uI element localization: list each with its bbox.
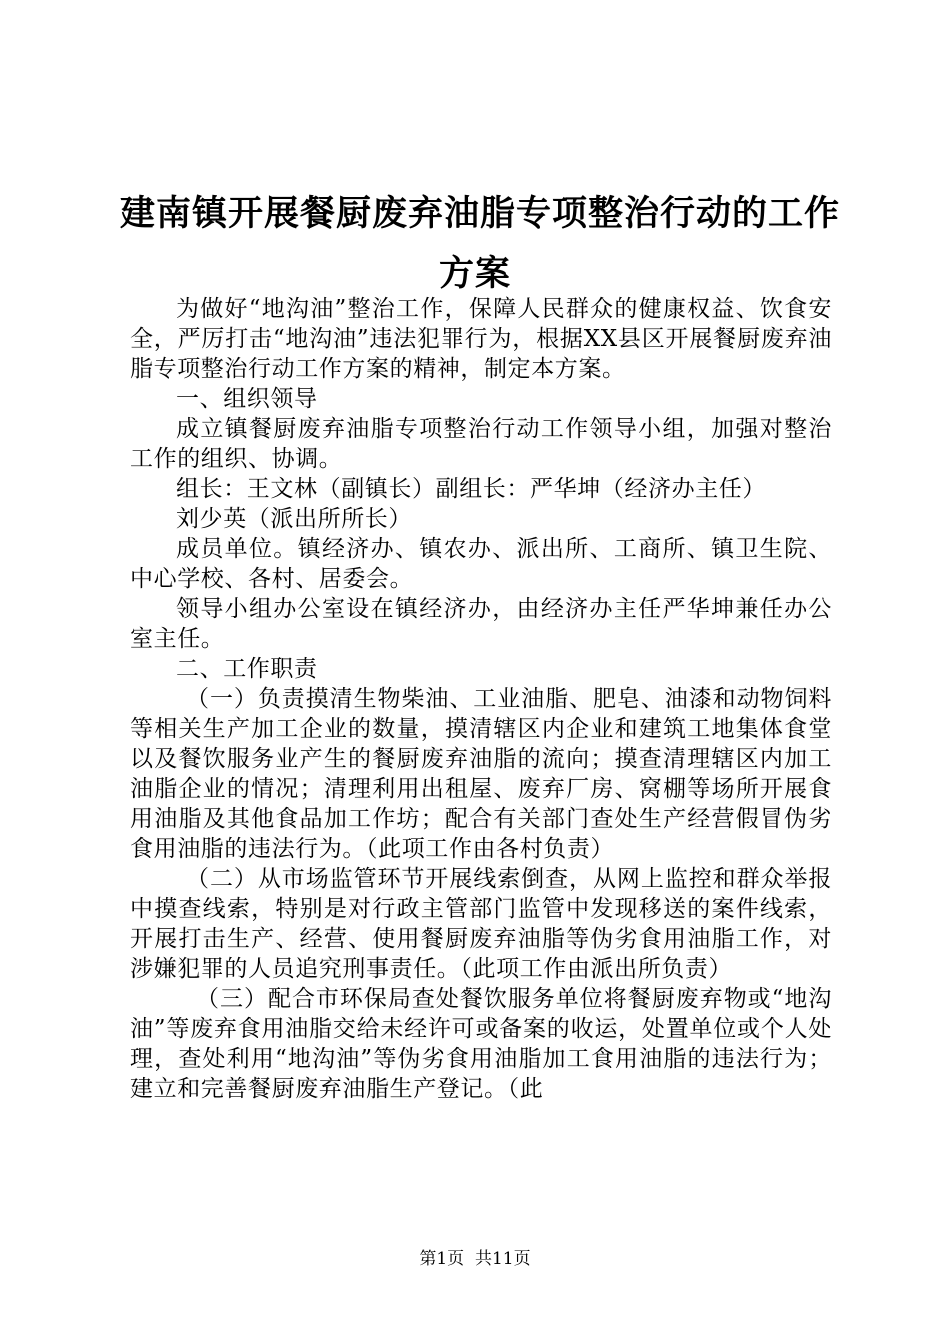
document-body [130, 294, 832, 1104]
section-heading-duties: 二、工作职责 [176, 656, 318, 682]
section-heading-organization: 一、组织领导 [176, 386, 318, 412]
paragraph-duty-1: （一）负责摸清生物柴油、工业油脂、肥皂、油漆和动物饲料等相关生产加工企业的数量，摸清辖区内企业和建筑工地集体食堂以及餐饮服务业产生的餐厨废弃油脂的流向；摸查清理辖区内加工油脂企业的情况；清理利用出租屋、废弃厂房、窝棚等场所开展食用油脂及其他食品加工作坊；配合有关部门查处生产经营假冒伪劣食用油脂的违法行为。（此项工作由各村负责） [130, 686, 832, 862]
paragraph-member-units: 成员单位。镇经济办、镇农办、派出所、工商所、镇卫生院、中心学校、各村、居委会。 [130, 536, 832, 592]
paragraph-duty-2: （二）从市场监管环节开展线索倒查，从网上监控和群众举报中摸查线索，特别是对行政主管部门监管中发现移送的案件线索，开展打击生产、经营、使用餐厨废弃油脂等伪劣食用油脂工作，对涉嫌犯罪的人员追究刑事责任。（此项工作由派出所负责） [130, 866, 832, 982]
paragraph-intro: 为做好“地沟油”整治工作，保障人民群众的健康权益、饮食安全，严厉打击“地沟油”违法犯罪行为，根据XX县区开展餐厨废弃油脂专项整治行动工作方案的精神，制定本方案。 [130, 296, 832, 382]
page-footer: 第1页 共11页 [419, 1249, 531, 1269]
paragraph-group-leaders: 组长：王文林（副镇长）副组长：严华坤（经济办主任） [176, 476, 766, 502]
document-title-line2: 方案 [438, 254, 511, 294]
document-title-line1: 建南镇开展餐厨废弃油脂专项整治行动的工作 [120, 194, 841, 234]
paragraph-group-member: 刘少英（派出所所长） [176, 506, 412, 532]
paragraph-office: 领导小组办公室设在镇经济办，由经济办主任严华坤兼任办公室主任。 [130, 596, 832, 652]
paragraph-leading-group: 成立镇餐厨废弃油脂专项整治行动工作领导小组，加强对整治工作的组织、协调。 [130, 416, 832, 472]
paragraph-duty-3: （三）配合市环保局查处餐饮服务单位将餐厨废弃物或“地沟油”等废弃食用油脂交给未经许可或备案的收运，处置单位或个人处理，查处利用“地沟油”等伪劣食用油脂加工食用油脂的违法行为；建立和完善餐厨废弃油脂生产登记。（此 [130, 986, 832, 1102]
